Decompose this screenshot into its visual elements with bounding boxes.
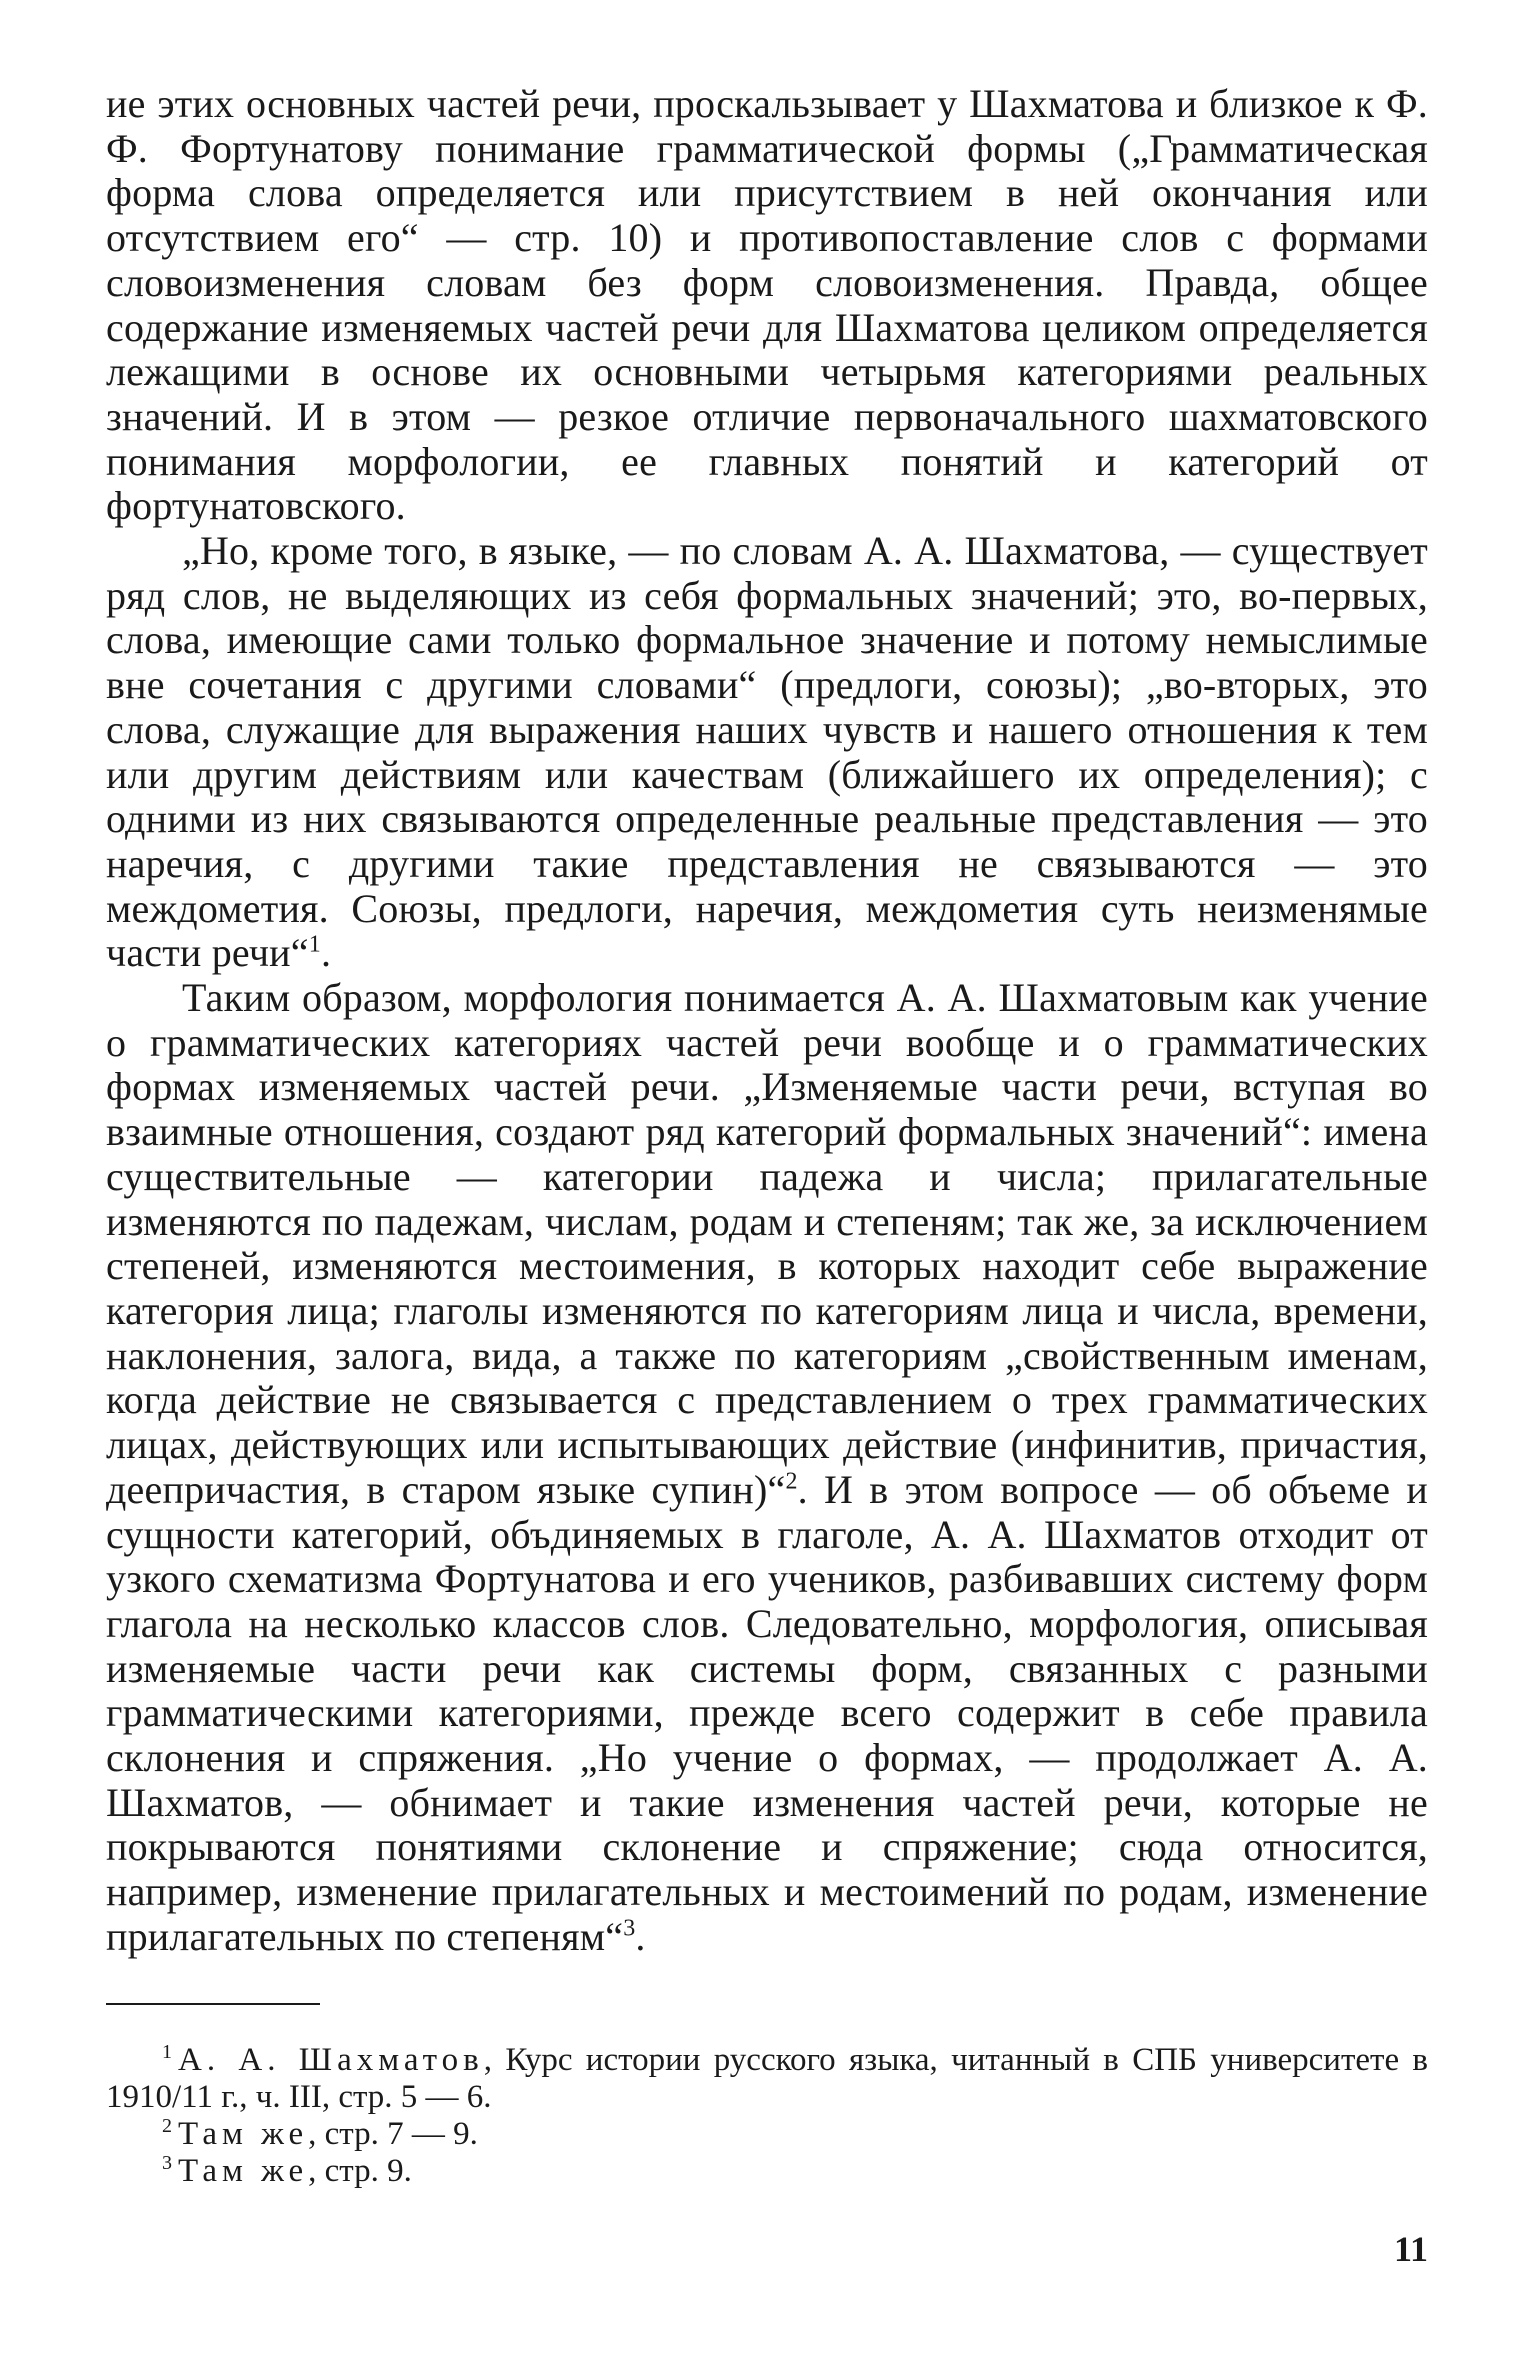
paragraph-text: ие этих основных частей речи, проскальзывает у Шахматова и близкое к Ф. Ф. Фортунатову понимание грамматической формы („Грамматическая форма слова определяется или присутствием в ней окончания или отсутствием его“ — стр. 10) и противопоставление слов с формами словоизменения словам без форм словоизменения. Правда, общее содержание изменяемых частей речи для Шахматова целиком определяется лежащими в основе их основными четырьмя категориями реальных значений. И в этом — резкое отличие первоначального шахматовского понимания морфологии, ее главных понятий и категорий от фортунатовского. (106, 81, 1428, 529)
footnote-author: Там же (178, 2116, 309, 2152)
footnote-1 (106, 2042, 1428, 2116)
page-number: 11 (1393, 2229, 1428, 2269)
footnote-text: , стр. 7 — 9. (308, 2116, 478, 2152)
footnote-ref-2[interactable]: 2 (785, 1468, 798, 1495)
footnote-3 (106, 2153, 1428, 2190)
footnote-ref-3[interactable]: 3 (623, 1915, 636, 1942)
footnote-author: А. А. Шахматов (178, 2042, 484, 2078)
footnotes (106, 2042, 1428, 2190)
footnote-mark: 2 (162, 2115, 172, 2137)
footnote-2 (106, 2116, 1428, 2153)
paragraph-text: . И в этом вопросе — об объеме и сущности категорий, объдиняемых в глаголе, А. А. Шахматов отходит от узкого схематизма Фортунатова и его учеников, разбивавших систему форм глагола на несколько классов слов. Следовательно, морфология, описывая изменяемые части речи как системы форм, связанных с разными грамматическими категориями, прежде всего содержит в себе правила склонения и спряжения. „Но учение о формах, — продолжает А. А. Шахматов, — обнимает и такие изменения частей речи, которые не покрываются понятиями склонение и спряжение; сюда относится, например, изменение прилагательных и местоимений по родам, изменение прилагательных по степеням“ (106, 1466, 1429, 1959)
footnote-author: Там же (178, 2153, 309, 2189)
main-text (106, 82, 1428, 1960)
footnote-divider (106, 2003, 320, 2005)
paragraph-text: „Но, кроме того, в языке, — по словам А. А. Шахматова, — существует ряд слов, не выделяющих из себя формальных значений; это, во-первых, слова, имеющие сами только формальное значение и потому немыслимые вне сочетания с другими словами“ (предлоги, союзы); „во-вторых, это слова, служащие для выражения наших чувств и нашего отношения к тем или другим действиям или качествам (ближайшего их определения); с одними из них связываются определенные реальные представления — это наречия, с другими такие представления не связываются — это междометия. Союзы, предлоги, наречия, междометия суть неизменямые части речи“ (106, 528, 1428, 976)
paragraph-continuation (106, 82, 1428, 529)
footnote-mark: 1 (162, 2041, 172, 2063)
footnote-ref-1[interactable]: 1 (308, 932, 321, 959)
paragraph-text: Таким образом, морфология понимается А. А. Шахматовым как учение о грамматических категориях частей речи вообще и о грамматических формах изменяемых частей речи. „Изменяемые части речи, вступая во взаимные отношения, создают ряд категорий формальных значений“: имена существительные — категории падежа и числа; прилагательные изменяются по падежам, числам, родам и степеням; так же, за исключением степеней, изменяются местоимения, в которых находит себе выражение категория лица; глаголы изменяются по категориям лица и числа, времени, наклонения, залога, вида, а также по категориям „свойственным именам, когда действие не связывается с представлением о трех грамматических лицах, действующих или испытывающих действие (инфинитив, причастия, деепричастия, в старом языке супин)“ (106, 975, 1428, 1512)
paragraph-morphology: Таким образом, морфология понимается А. А. Шахматовым как учение о грамматических категориях частей речи вообще и о грамматических формах изменяемых частей речи. „Изменяемые части речи, вступая во взаимные отношения, создают ряд категорий формальных значений“: имена существительные — категории падежа и числа; прилагательные изменяются по падежам, числам, родам и степеням; так же, за исключением степеней, изменяются местоимения, в которых находит себе выражение категория лица; глаголы изменяются по категориям лица и числа, времени, наклонения, залога, вида, а также по категориям „свойственным именам, когда действие не связывается с представлением о трех грамматических лицах, действующих или испытывающих действие (инфинитив, причастия, деепричастия, в старом языке супин)“$^2$. И в этом вопросе — об объеме и сущности категорий, объдиняемых в глаголе, А. А. Шахматов отходит от узкого схематизма Фортунатова и его учеников, разбивавших систему форм глагола на несколько классов слов. Следовательно, морфология, описывая изменяемые части речи как системы форм, связанных с разными грамматическими категориями, прежде всего содержит в себе правила склонения и спряжения. „Но учение о формах, — продолжает А. А. Шахматов, — обнимает и такие изменения частей речи, которые не покрываются понятиями склонение и спряжение; сюда относится, например, изменение прилагательных и местоимений по родам, изменение прилагательных по степеням“$^3$. (106, 975, 1429, 1959)
footnote-mark: 3 (162, 2152, 172, 2174)
footnote-text: , стр. 9. (308, 2153, 412, 2189)
paragraph-shakhmatov-quote: „Но, кроме того, в языке, — по словам А. А. Шахматова, — существует ряд слов, не выделяющих из себя формальных значений; это, во-первых, слова, имеющие сами только формальное значение и потому немыслимые вне сочетания с другими словами“ (предлоги, союзы); „во-вторых, это слова, служащие для выражения наших чувств и нашего отношения к тем или другим действиям или качествам (ближайшего их определения); с одними из них связываются определенные реальные представления — это наречия, с другими такие представления не связываются — это междометия. Союзы, предлоги, наречия, междометия суть неизменямые части речи“$^1$. (106, 528, 1428, 976)
footnote-text: , Курс истории русского языка, читанный в СПБ университете в 1910/11 г., ч. III, стр. 5 — 6. (106, 2042, 1428, 2115)
